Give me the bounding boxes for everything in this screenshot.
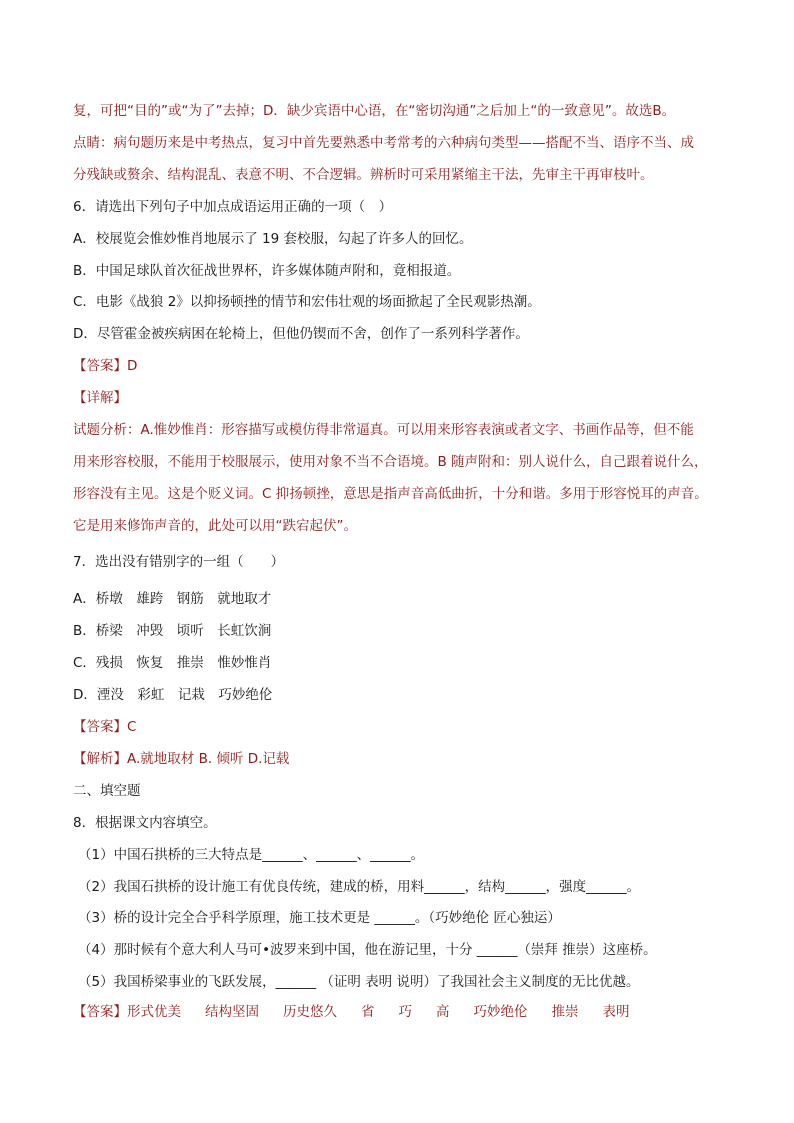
option-c: C．残损 恢复 推崇 惟妙惟肖	[73, 655, 272, 671]
fill-item-5: （5）我国桥梁事业的飞跃发展，______ （证明 表明 说明）了我国社会主义制度的无比优越。	[78, 974, 640, 990]
explanation-line: 形容没有主见。这是个贬义词。C 抑扬顿挫，意思是指声音高低曲折，十分和谐。多用于形容悦耳的声音。	[73, 486, 708, 502]
option-a: A．桥墩 雄跨 钢筋 就地取才	[73, 591, 272, 607]
question-7: 7．选出没有错别字的一组（ ）	[73, 554, 285, 570]
answer-item: 历史悠久	[283, 1004, 337, 1020]
option-b: B．中国足球队首次征战世界杯，许多媒体随声附和，竟相报道。	[73, 263, 461, 279]
answer-item: 巧妙绝伦	[473, 1004, 528, 1020]
answer-item: 高	[436, 1004, 450, 1020]
section-heading: 二、填空题	[73, 783, 141, 799]
answer-6: 【答案】D	[73, 358, 138, 374]
fill-item-2: （2）我国石拱桥的设计施工有优良传统，建成的桥，用料______，结构______，强度______。	[78, 879, 641, 895]
answer-item: 表明	[602, 1004, 630, 1020]
question-8: 8．根据课文内容填空。	[73, 815, 217, 831]
option-d: D．湮没 彩虹 记栽 巧妙绝伦	[73, 687, 273, 703]
detail-heading: 【详解】	[73, 390, 127, 406]
option-a: A．校展览会惟妙惟肖地展示了 19 套校服，勾起了许多人的回忆。	[73, 231, 473, 247]
option-b: B．桥梁 冲毁 顷听 长虹饮涧	[73, 623, 272, 639]
answer-item: 推崇	[551, 1004, 579, 1020]
explanation-line: 试题分析：A.惟妙惟肖：形容描写或模仿得非常逼真。可以用来形容表演或者文字、书画作品等，但不能	[73, 422, 694, 438]
answer-7: 【答案】C	[73, 719, 137, 735]
fill-item-3: （3）桥的设计完全合乎科学原理，施工技术更是 ______。（巧妙绝伦 匠心独运）	[78, 910, 561, 926]
answer-8	[73, 1003, 630, 1021]
analysis-7: 【解析】A.就地取材 B. 倾听 D.记载	[73, 751, 290, 767]
text-line: 复，可把“目的”或“为了”去掉；D．缺少宾语中心语，在“密切沟通”之后加上“的一致意见”。故选B。	[73, 103, 676, 119]
explanation-line: 它是用来修饰声音的，此处可以用“跌宕起伏”。	[73, 518, 357, 534]
option-c: C．电影《战狼 2》以抑扬顿挫的情节和宏伟壮观的场面掀起了全民观影热潮。	[73, 294, 541, 310]
explanation-line: 用来形容校服，不能用于校服展示，使用对象不当不合语境。B 随声附和：别人说什么，自己跟着说什么，	[73, 454, 708, 470]
text-line: 分残缺或赘余、结构混乱、表意不明、不合逻辑。辨析时可采用紧缩主干法，先审主干再审枝叶。	[73, 167, 654, 183]
answer-label: 【答案】	[73, 1004, 127, 1020]
text-line: 点睛：病句题历来是中考热点，复习中首先要熟悉中考常考的六种病句类型——搭配不当、语序不当、成	[73, 135, 694, 151]
fill-item-1: （1）中国石拱桥的三大特点是______、______、______。	[78, 847, 425, 863]
question-6: 6．请选出下列句子中加点成语运用正确的一项（ ）	[73, 199, 393, 215]
answer-item: 省	[361, 1004, 375, 1020]
answer-item: 巧	[398, 1004, 412, 1020]
answer-item: 形式优美	[127, 1004, 181, 1020]
fill-item-4: （4）那时候有个意大利人马可•波罗来到中国，他在游记里，十分 ______（崇拜 推崇）这座桥。	[78, 942, 657, 958]
answer-item: 结构坚固	[205, 1004, 259, 1020]
option-d: D．尽管霍金被疾病困在轮椅上，但他仍锲而不舍，创作了一系列科学著作。	[73, 326, 529, 342]
